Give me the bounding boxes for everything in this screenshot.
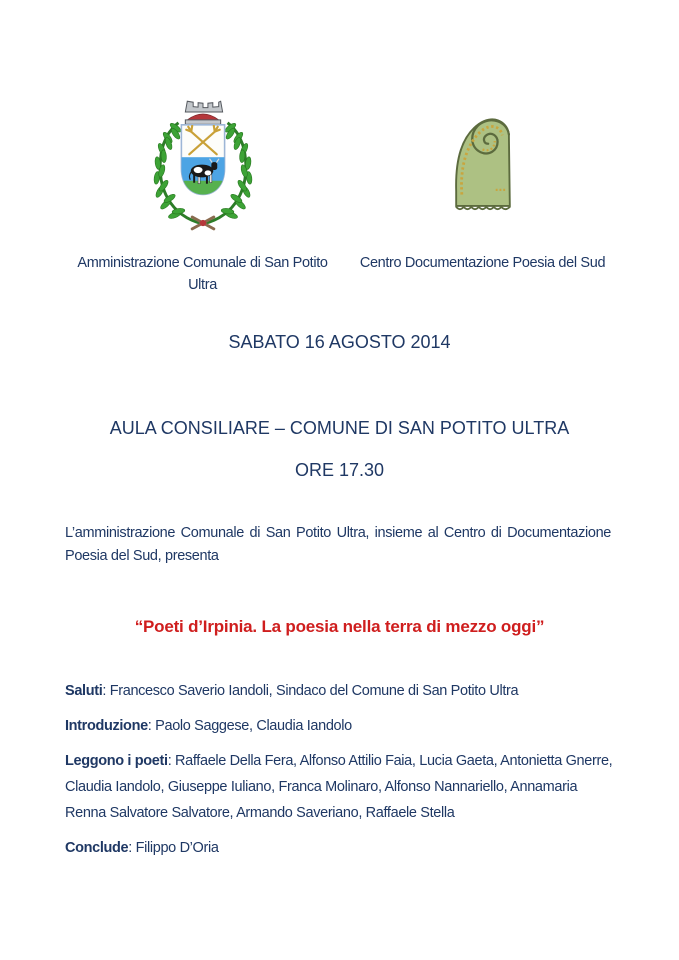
left-org-caption: Amministrazione Comunale di San Potito Ultra	[77, 255, 328, 293]
program-line-saluti	[65, 678, 615, 704]
program-line-introduzione	[65, 713, 615, 739]
program-line-leggono-i-poeti	[65, 748, 615, 826]
event-venue-heading: AULA CONSILIARE – COMUNE DI SAN POTITO ULTRA	[109, 418, 570, 438]
scroll-logo-svg	[443, 106, 523, 222]
program-text: : Paolo Saggese, Claudia Iandolo	[147, 718, 352, 734]
program-text: : Francesco Saverio Iandoli, Sindaco del Comune di San Potito Ultra	[102, 683, 519, 699]
event-time-heading: ORE 17.30	[294, 460, 385, 480]
right-organization	[350, 98, 615, 296]
program-label: Introduzione	[65, 718, 148, 734]
program-label: Leggono i poeti	[65, 753, 168, 769]
program-line-conclude	[65, 835, 615, 861]
coat-of-arms-svg	[149, 98, 257, 238]
event-title: “Poeti d’Irpinia. La poesia nella terra di mezzo oggi”	[134, 617, 545, 636]
program-text: : Raffaele Della Fera, Alfonso Attilio Faia, Lucia Gaeta, Antonietta Gnerre, Claudia Iandolo, Giuseppe Iuliano, Franca Molinaro, Alfonso Nannariello, Annamaria Renna Salvatore Salvatore, Armando Saveriano, Raffaele Stella	[65, 753, 613, 821]
event-date-heading: SABATO 16 AGOSTO 2014	[228, 332, 451, 352]
program-text: : Filippo D’Oria	[128, 840, 219, 856]
intro-paragraph: L’amministrazione Comunale di San Potito Ultra, insieme al Centro di Documentazione Poesia del Sud, presenta	[65, 525, 611, 564]
coat-of-arms-icon	[65, 98, 340, 248]
program-label: Conclude	[65, 840, 129, 856]
program-section	[65, 678, 615, 861]
program-label: Saluti	[65, 683, 103, 699]
left-organization	[65, 98, 340, 296]
right-org-caption: Centro Documentazione Poesia del Sud	[359, 255, 606, 271]
header-logos-row	[0, 98, 679, 296]
poesia-del-sud-logo-icon	[350, 98, 615, 248]
